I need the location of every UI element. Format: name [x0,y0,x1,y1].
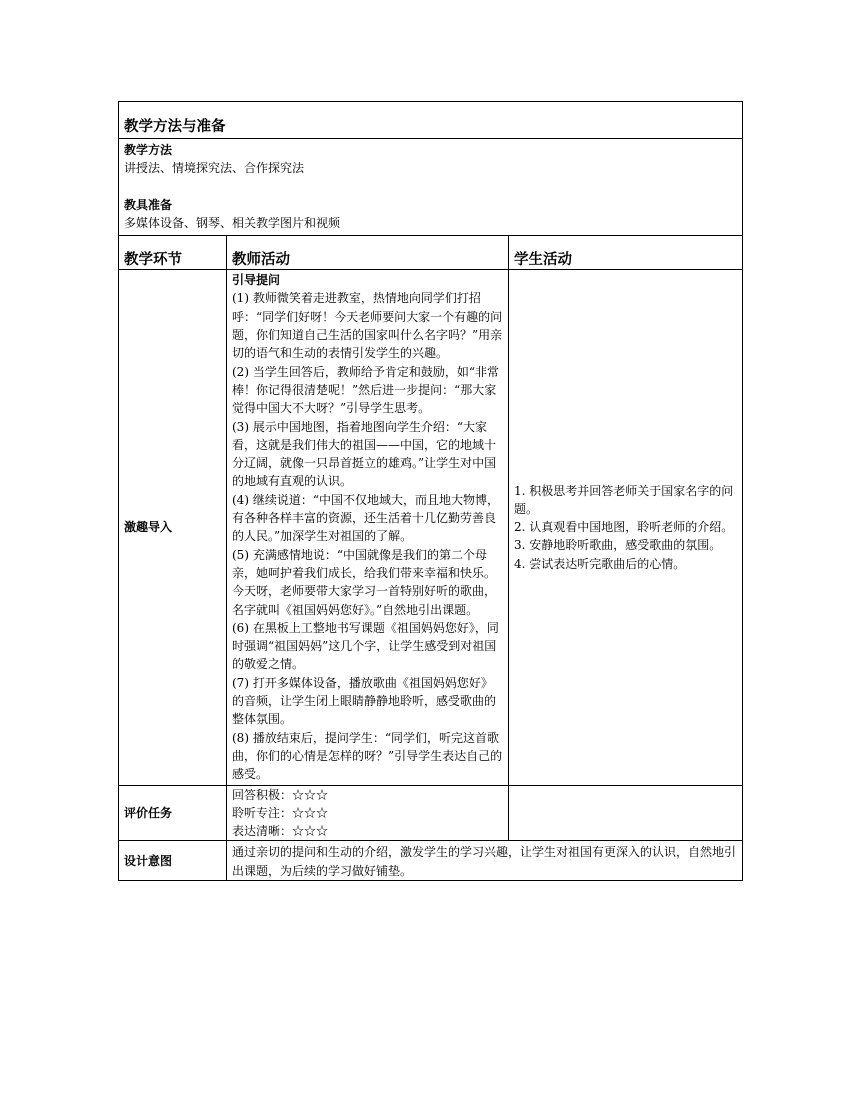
lesson-plan-page [118,101,742,881]
header-stage-cell [119,236,227,270]
evaluation-item: 聆听专注：☆☆☆ [232,805,329,820]
materials-text: 多媒体设备、钢琴、相关教学图片和视频 [124,215,341,230]
intro-stage: 激趣导入 [124,520,173,535]
materials-heading: 教具准备 [124,197,173,212]
header-teacher: 教师活动 [232,251,290,268]
intro-teacher-cell [227,270,509,785]
methods-text: 讲授法、情境探究法、合作探究法 [124,161,305,176]
intro-teacher-heading: 引导提问 [232,273,281,288]
design-intent-text: 通过亲切的提问和生动的介绍，激发学生的学习兴趣，让学生对祖国有更深入的认识，自然地引出课题，为后续的学习做好铺垫。 [232,845,737,878]
teacher-step: (6) 在黑板上工整地书写课题《祖国妈妈您好》，同时强调“祖国妈妈”这几个字，让学生感受到对祖国的敬爱之情。 [232,620,499,672]
student-step: 4. 尝试表达听完歌曲后的心情。 [514,556,686,571]
design-intent-stage-cell [119,841,227,881]
header-stage: 教学环节 [124,251,182,268]
design-intent-stage: 设计意图 [124,853,173,868]
evaluation-empty-cell [509,785,743,841]
intro-student-cell [509,270,743,785]
evaluation-stage-cell [119,785,227,841]
teacher-step: (1) 教师微笑着走进教室，热情地向同学们打招呼：“同学们好呀！今天老师要问大家一个有趣的问题，你们知道自己生活的国家叫什么名字吗？”用亲切的语气和生动的表情引发学生的兴趣。 [232,291,503,361]
teacher-step: (2) 当学生回答后，教师给予肯定和鼓励，如“非常棒！你记得很清楚呢！”然后进一步提问：“那大家觉得中国大不大呀？”引导学生思考。 [232,364,499,416]
student-step: 3. 安静地聆听歌曲，感受歌曲的氛围。 [514,538,722,553]
methods-heading: 教学方法 [124,143,173,157]
lesson-plan-table [118,101,743,881]
evaluation-item: 表达清晰：☆☆☆ [232,824,329,839]
teacher-step: (4) 继续说道：“中国不仅地域大，而且地大物博，有各种各样丰富的资源，还生活着十几亿勤劳善良的人民。”加深学生对祖国的了解。 [232,492,499,544]
header-student: 学生活动 [514,251,572,268]
evaluation-items-cell [227,785,509,841]
section-title: 教学方法与准备 [124,118,226,135]
design-intent-text-cell [227,841,743,881]
teacher-step: (7) 打开多媒体设备，播放歌曲《祖国妈妈您好》的音频，让学生闭上眼睛静静地聆听，感受歌曲的整体氛围。 [232,675,497,727]
header-teacher-cell [227,236,509,270]
evaluation-stage: 评价任务 [124,805,173,820]
student-step: 2. 认真观看中国地图，聆听老师的介绍。 [514,520,734,535]
intro-stage-cell [119,270,227,785]
teacher-step: (8) 播放结束后，提问学生：“同学们，听完这首歌曲，你们的心情是怎样的呀？”引导学生表达自己的感受。 [232,730,503,782]
methods-cell [119,139,743,236]
evaluation-item: 回答积极：☆☆☆ [232,787,329,802]
section-title-cell [119,102,743,139]
teacher-step: (3) 展示中国地图，指着地图向学生介绍：“大家看，这就是我们伟大的祖国——中国，它的地域十分辽阔，就像一只昂首挺立的雄鸡。”让学生对中国的地域有直观的认识。 [232,419,497,489]
student-step: 1. 积极思考并回答老师关于国家名字的问题。 [514,483,734,516]
teacher-step: (5) 充满感情地说：“中国就像是我们的第二个母亲，她呵护着我们成长，给我们带来幸福和快乐。今天呀，老师要带大家学习一首特别好听的歌曲，名字就叫《祖国妈妈您好》。”自然地引出课题。 [232,547,497,617]
header-student-cell [509,236,743,270]
